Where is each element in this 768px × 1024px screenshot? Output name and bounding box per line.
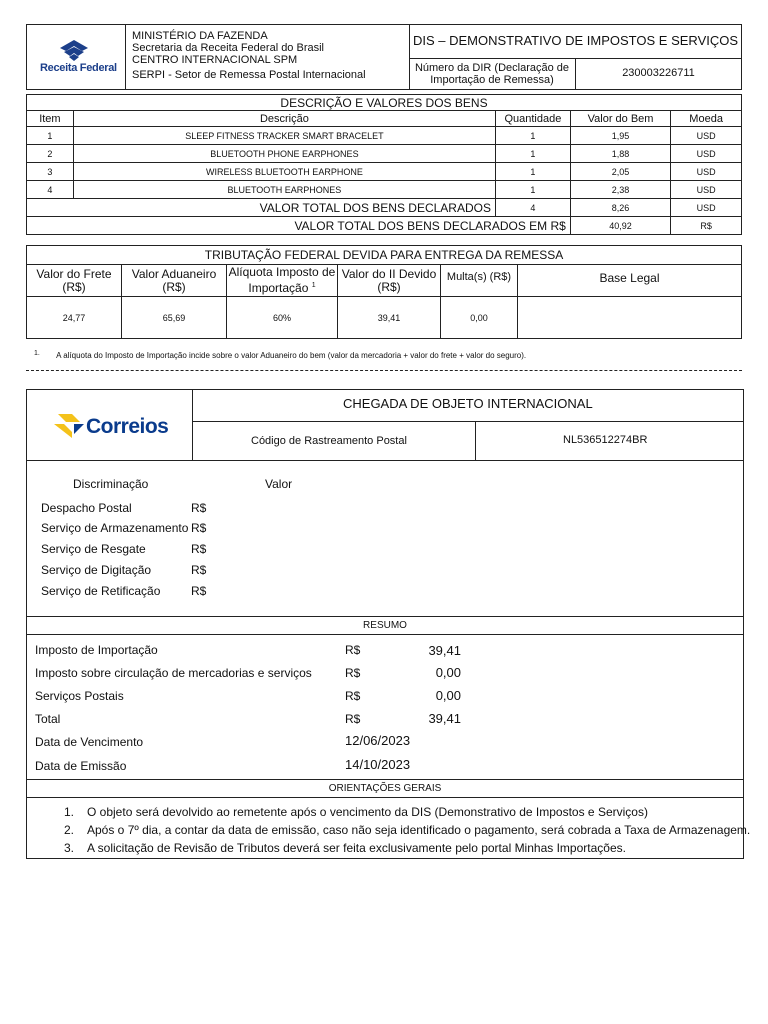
summary-value: 0,00 xyxy=(435,665,461,680)
total-brl-row xyxy=(27,217,742,235)
column-header-legal-basis: Base Legal xyxy=(518,265,742,297)
footnote-marker: 1 xyxy=(311,282,316,289)
item-description: SLEEP FITNESS TRACKER SMART BRACELET xyxy=(73,127,495,145)
correios-logo-text: Correios xyxy=(86,415,169,438)
item-number: 1 xyxy=(27,127,74,145)
table-row xyxy=(27,297,742,339)
dir-number-label: Número da DIR (Declaração de Importação de Remessa) xyxy=(414,62,570,86)
item-description: BLUETOOTH PHONE EARPHONES xyxy=(73,145,495,163)
footnote-text: A alíquota do Imposto de Importação incide sobre o valor Aduaneiro do bem (valor da mercadoria + valor do frete + valor do seguro). xyxy=(56,351,527,360)
total-brl-currency: R$ xyxy=(671,217,742,235)
correios-emblem-icon xyxy=(52,412,88,440)
guidance-text: Após o 7º dia, a contar da data de emissão, caso não seja identificado o pagamento, será cobrada a Taxa de Armazenagem. xyxy=(87,823,751,837)
customs-value: 65,69 xyxy=(122,297,227,339)
service-currency: R$ xyxy=(191,542,207,556)
secretariat-name: Secretaria da Receita Federal do Brasil xyxy=(132,42,324,54)
total-brl-label: VALOR TOTAL DOS BENS DECLARADOS EM R$ xyxy=(27,217,571,235)
item-quantity: 1 xyxy=(495,145,570,163)
summary-value: 39,41 xyxy=(428,643,461,658)
column-header-fines: Multa(s) (R$) xyxy=(441,265,518,297)
column-header-customs-value: Valor Aduaneiro (R$) xyxy=(122,265,227,297)
service-label: Despacho Postal xyxy=(41,501,132,515)
correios-title: CHEGADA DE OBJETO INTERNACIONAL xyxy=(343,396,593,411)
summary-label: Imposto sobre circulação de mercadorias e serviços xyxy=(35,666,312,680)
summary-label: Imposto de Importação xyxy=(35,643,158,657)
goods-table xyxy=(26,94,742,235)
item-value: 2,38 xyxy=(570,181,670,199)
service-label: Serviço de Retificação xyxy=(41,584,161,598)
item-value: 1,88 xyxy=(570,145,670,163)
freight-value: 24,77 xyxy=(27,297,122,339)
total-currency: USD xyxy=(671,199,742,217)
legal-basis-value xyxy=(518,297,742,339)
column-header-currency: Moeda xyxy=(671,111,742,127)
tracking-code: NL536512274BR xyxy=(563,434,648,446)
item-value: 1,95 xyxy=(570,127,670,145)
summary-label: Data de Vencimento xyxy=(35,735,144,749)
summary-currency: R$ xyxy=(345,666,361,680)
item-currency: USD xyxy=(671,163,742,181)
service-currency: R$ xyxy=(191,521,207,535)
column-header-description: Descrição xyxy=(73,111,495,127)
value-header: Valor xyxy=(265,477,293,491)
service-label: Serviço de Resgate xyxy=(41,542,146,556)
footnote xyxy=(34,351,526,360)
service-currency: R$ xyxy=(191,584,207,598)
summary-currency: R$ xyxy=(345,643,361,657)
item-description: BLUETOOTH EARPHONES xyxy=(73,181,495,199)
column-header-quantity: Quantidade xyxy=(495,111,570,127)
item-quantity: 1 xyxy=(495,181,570,199)
total-quantity: 4 xyxy=(495,199,570,217)
service-label: Serviço de Digitação xyxy=(41,563,152,577)
table-row xyxy=(27,145,742,163)
summary-label: Serviços Postais xyxy=(35,689,124,703)
item-currency: USD xyxy=(671,127,742,145)
guidance-number: 1. xyxy=(64,805,75,819)
guidance-text: O objeto será devolvido ao remetente após o vencimento da DIS (Demonstrativo de Impostos e Serviços) xyxy=(87,805,648,819)
summary-label: Data de Emissão xyxy=(35,759,127,773)
item-currency: USD xyxy=(671,145,742,163)
correios-logo xyxy=(52,412,172,442)
ministry-name: MINISTÉRIO DA FAZENDA xyxy=(132,30,268,42)
discrimination-header: Discriminação xyxy=(73,477,149,491)
dir-number: 230003226711 xyxy=(622,67,695,79)
tax-table xyxy=(26,245,742,339)
table-row xyxy=(27,127,742,145)
item-value: 2,05 xyxy=(570,163,670,181)
total-brl-value: 40,92 xyxy=(570,217,670,235)
guidance-text: A solicitação de Revisão de Tributos deverá ser feita exclusivamente pelo portal Minhas Importações. xyxy=(87,841,626,855)
footnote-number: 1. xyxy=(34,350,40,357)
guidance-number: 3. xyxy=(64,841,75,855)
summary-currency: R$ xyxy=(345,689,361,703)
tracking-code-label: Código de Rastreamento Postal xyxy=(251,435,407,447)
issue-date: 14/10/2023 xyxy=(345,757,411,772)
summary-label: Total xyxy=(35,712,61,726)
item-number: 4 xyxy=(27,181,74,199)
item-description: WIRELESS BLUETOOTH EARPHONE xyxy=(73,163,495,181)
cut-line xyxy=(26,370,742,371)
due-date: 12/06/2023 xyxy=(345,733,411,748)
summary-value: 0,00 xyxy=(435,688,461,703)
service-currency: R$ xyxy=(191,501,207,515)
center-name: CENTRO INTERNACIONAL SPM xyxy=(132,54,298,66)
service-label: Serviço de Armazenamento xyxy=(41,521,189,535)
total-label: VALOR TOTAL DOS BENS DECLARADOS xyxy=(27,199,496,217)
document-title: DIS – DEMONSTRATIVO DE IMPOSTOS E SERVIÇOS xyxy=(412,33,739,48)
sector-name: SERPI - Setor de Remessa Postal Internacional xyxy=(132,69,366,81)
receita-logo-text: Receita Federal xyxy=(40,62,117,74)
tax-table-title: TRIBUTAÇÃO FEDERAL DEVIDA PARA ENTREGA DA REMESSA xyxy=(27,246,742,265)
item-quantity: 1 xyxy=(495,127,570,145)
total-value: 8,26 xyxy=(570,199,670,217)
summary-currency: R$ xyxy=(345,712,361,726)
service-currency: R$ xyxy=(191,563,207,577)
column-header-freight: Valor do Frete (R$) xyxy=(27,265,122,297)
item-quantity: 1 xyxy=(495,163,570,181)
summary-value: 39,41 xyxy=(428,711,461,726)
summary-title: RESUMO xyxy=(363,620,407,631)
item-number: 2 xyxy=(27,145,74,163)
import-rate: 60% xyxy=(227,297,338,339)
tax-due: 39,41 xyxy=(338,297,441,339)
item-number: 3 xyxy=(27,163,74,181)
guidance-title: ORIENTAÇÕES GERAIS xyxy=(328,783,442,794)
fines-value: 0,00 xyxy=(441,297,518,339)
receita-federal-logo xyxy=(36,36,116,80)
item-currency: USD xyxy=(671,181,742,199)
guidance-number: 2. xyxy=(64,823,75,837)
column-header-value: Valor do Bem xyxy=(570,111,670,127)
goods-table-title: DESCRIÇÃO E VALORES DOS BENS xyxy=(27,95,742,111)
column-header-item: Item xyxy=(27,111,74,127)
column-header-import-rate: Alíquota Imposto de Importação $^1$ xyxy=(227,265,338,297)
total-row xyxy=(27,199,742,217)
column-header-tax-due: Valor do II Devido (R$) xyxy=(338,265,441,297)
table-row xyxy=(27,181,742,199)
table-row xyxy=(27,163,742,181)
